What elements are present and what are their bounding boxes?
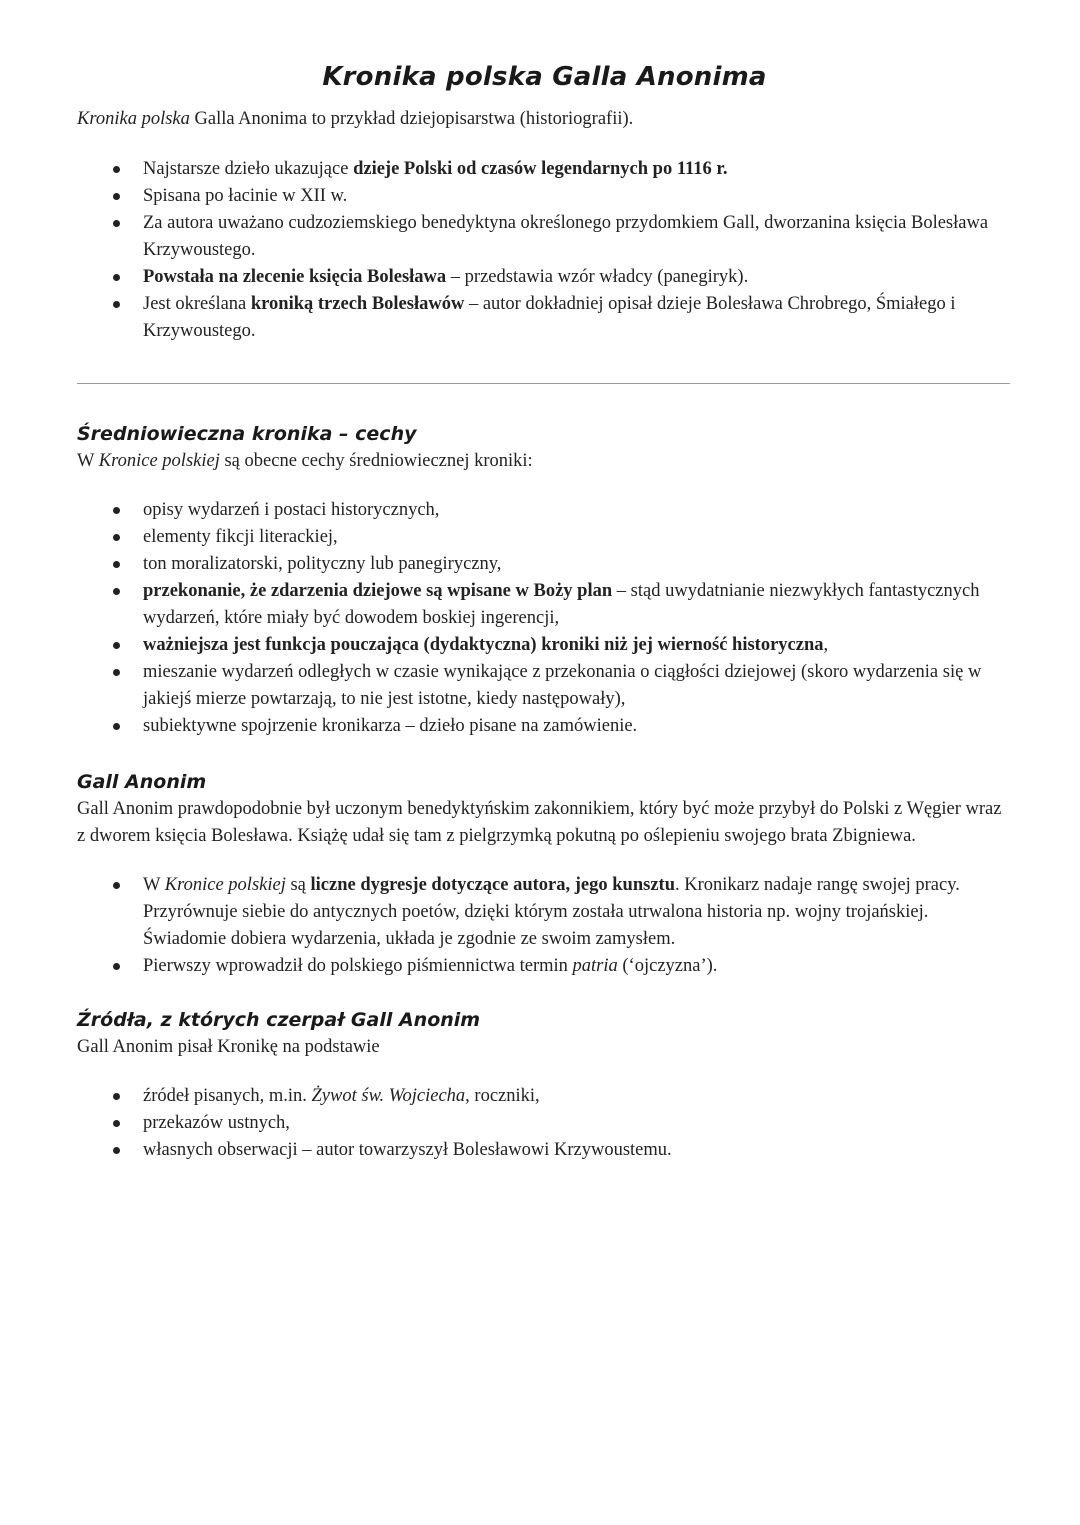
list-item: Spisana po łacinie w XII w. bbox=[77, 183, 1012, 210]
sources-bullet-list bbox=[77, 1083, 1012, 1164]
list-item: Jest określana kroniką trzech Bolesławów – autor dokładniej opisał dzieje Bolesława Chrobrego, Śmiałego i Krzywoustego. bbox=[77, 291, 1012, 345]
intro-italic: Kronika polska bbox=[77, 109, 190, 129]
list-item: mieszanie wydarzeń odległych w czasie wynikające z przekonania o ciągłości dziejowej (skoro wydarzenia się w jakiejś mierze powtarzają, to nie jest istotne, kiedy następowały), bbox=[77, 659, 1012, 713]
section-divider bbox=[77, 383, 1010, 384]
list-item: opisy wydarzeń i postaci historycznych, bbox=[77, 497, 1012, 524]
features-intro: W Kronice polskiej są obecne cechy średniowiecznej kroniki: bbox=[77, 451, 533, 471]
author-bullet-list bbox=[77, 872, 1012, 980]
intro-rest: Galla Anonima to przykład dziejopisarstwa (historiografii). bbox=[189, 109, 634, 129]
sources-intro: Gall Anonim pisał Kronikę na podstawie bbox=[77, 1037, 380, 1057]
list-item: przekazów ustnych, bbox=[77, 1110, 1012, 1137]
list-item: subiektywne spojrzenie kronikarza – dzieło pisane na zamówienie. bbox=[77, 713, 1012, 740]
list-item: własnych obserwacji – autor towarzyszył Bolesławowi Krzywoustemu. bbox=[77, 1137, 1012, 1164]
list-item: Pierwszy wprowadził do polskiego piśmiennictwa termin patria (‘ojczyzna’). bbox=[77, 953, 1012, 980]
list-item: elementy fikcji literackiej, bbox=[77, 524, 1012, 551]
list-item: ton moralizatorski, polityczny lub panegiryczny, bbox=[77, 551, 1012, 578]
intro-paragraph bbox=[77, 106, 1012, 133]
list-item: ważniejsza jest funkcja pouczająca (dydaktyczna) kroniki niż jej wierność historyczna, bbox=[77, 632, 1012, 659]
list-item: przekonanie, że zdarzenia dziejowe są wpisane w Boży plan – stąd uwydatnianie niezwykłych fantastycznych wydarzeń, które miały być dowodem boskiej ingerencji, bbox=[77, 578, 1012, 632]
section-heading-sources: Źródła, z których czerpał Gall Anonim bbox=[77, 1009, 481, 1031]
list-item: W Kronice polskiej są liczne dygresje dotyczące autora, jego kunsztu. Kronikarz nadaje rangę swojej pracy. Przyrównuje siebie do antycznych poetów, dzięki którym została utrwalona historia np. wojny trojańskiej. Świadomie dobiera wydarzenia, układa je zgodnie ze swoim zamysłem. bbox=[77, 872, 1012, 953]
list-item: Za autora uważano cudzoziemskiego benedyktyna określonego przydomkiem Gall, dworzanina księcia Bolesława Krzywoustego. bbox=[77, 210, 1012, 264]
list-item: Najstarsze dzieło ukazujące dzieje Polski od czasów legendarnych po 1116 r. bbox=[77, 156, 1012, 183]
list-item: Powstała na zlecenie księcia Bolesława – przedstawia wzór władcy (panegiryk). bbox=[77, 264, 1012, 291]
list-item: źródeł pisanych, m.in. Żywot św. Wojciecha, roczniki, bbox=[77, 1083, 1012, 1110]
section-heading-features: Średniowieczna kronika – cechy bbox=[77, 423, 417, 445]
author-paragraph: Gall Anonim prawdopodobnie był uczonym benedyktyńskim zakonnikiem, który być może przybył do Polski z Węgier wraz z dworem księcia Bolesława. Książę udał się tam z pielgrzymką pokutną po oślepieniu swojego brata Zbigniewa. bbox=[77, 799, 1002, 846]
features-bullet-list bbox=[77, 497, 1012, 740]
section-heading-author: Gall Anonim bbox=[77, 771, 207, 793]
document-title: Kronika polska Galla Anonima bbox=[322, 62, 767, 92]
intro-bullet-list bbox=[77, 156, 1012, 345]
document-page bbox=[77, 62, 1012, 1164]
